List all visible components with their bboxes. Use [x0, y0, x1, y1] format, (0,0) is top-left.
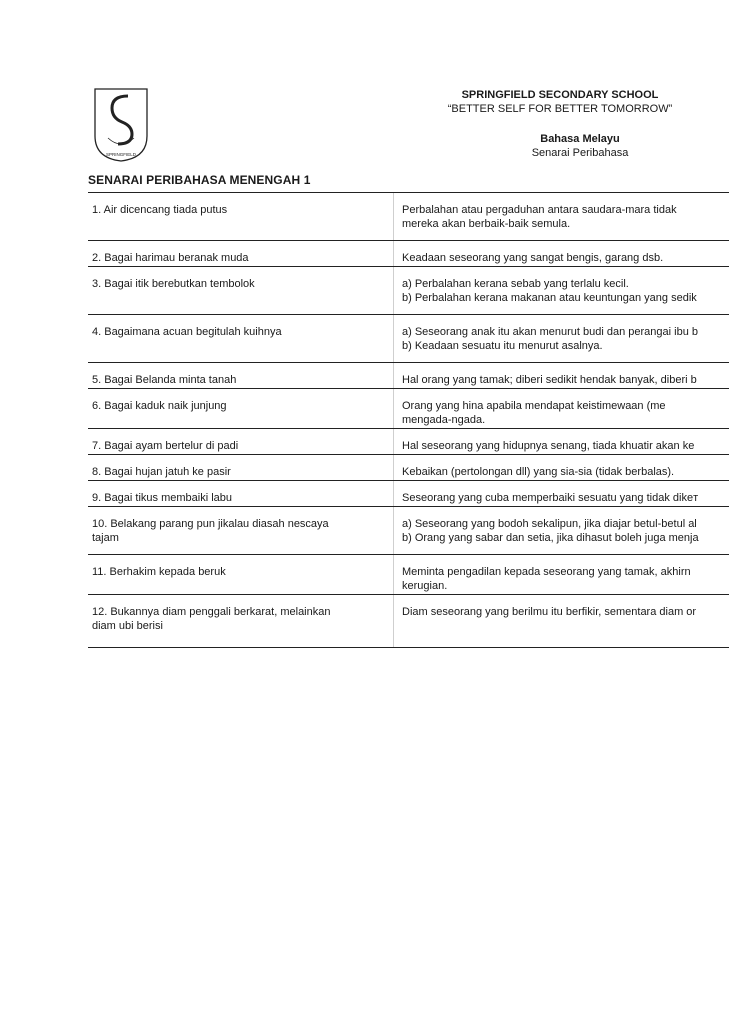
meaning-cell [402, 251, 729, 265]
meaning-line: Meminta pengadilan kepada seseorang yang tamak, akhirn [402, 566, 691, 578]
proverb-line: 2. Bagai harimau beranak muda [92, 252, 249, 264]
meaning-line: b) Perbalahan kerana makanan atau keuntungan yang sedik [402, 292, 697, 304]
proverb-cell [92, 491, 382, 505]
meaning-cell [402, 517, 729, 545]
subject-block [410, 132, 729, 160]
proverb-line: diam ubi berisi [92, 620, 163, 632]
table-row [88, 594, 729, 650]
proverb-cell [92, 203, 382, 217]
meaning-line: a) Seseorang anak itu akan menurut budi dan perangai ibu b [402, 326, 698, 338]
proverb-line: 8. Bagai hujan jatuh ke pasir [92, 466, 231, 478]
table-row [88, 388, 729, 428]
proverb-line: 9. Bagai tikus membaiki labu [92, 492, 233, 504]
proverb-line: 10. Belakang parang pun jikalau diasah nescaya [92, 518, 329, 530]
proverb-cell [92, 439, 382, 453]
meaning-line: a) Seseorang yang bodoh sekalipun, jika diajar betul-betul al [402, 518, 697, 530]
meaning-line: Keadaan seseorang yang sangat bengis, garang dsb. [402, 252, 664, 264]
meaning-line: Orang yang hina apabila mendapat keistimewaan (me [402, 400, 666, 412]
proverb-line: 5. Bagai Belanda minta tanah [92, 374, 237, 386]
proverb-cell [92, 465, 382, 479]
table-row [88, 428, 729, 454]
meaning-line: b) Keadaan sesuatu itu menurut asalnya. [402, 340, 603, 352]
proverb-cell [92, 517, 382, 545]
proverb-line: 3. Bagai itik berebutkan tembolok [92, 278, 255, 290]
proverb-cell [92, 251, 382, 265]
meaning-cell [402, 399, 729, 427]
proverb-line: 11. Berhakim kepada beruk [92, 566, 226, 578]
table-row [88, 192, 729, 240]
section-title: SENARAI PERIBAHASA MENENGAH 1 [88, 173, 311, 187]
proverb-line: 7. Bagai ayam bertelur di padi [92, 440, 239, 452]
meaning-cell [402, 439, 729, 453]
meaning-cell [402, 203, 729, 231]
proverb-cell [92, 565, 382, 579]
meaning-cell [402, 465, 729, 479]
meaning-line: Perbalahan atau pergaduhan antara saudara-mara tidak [402, 204, 677, 216]
meaning-cell [402, 605, 729, 619]
table-row [88, 266, 729, 314]
meaning-line: Seseorang yang cuba memperbaiki sesuatu yang tidak dikeт [402, 492, 699, 504]
meaning-line: Diam seseorang yang berilmu itu berfikir, sementara diam or [402, 606, 697, 618]
meaning-line: mereka akan berbaik-baik semula. [402, 218, 571, 230]
table-row [88, 454, 729, 480]
logo-text: SPRINGFIELD [105, 152, 137, 157]
proverb-cell [92, 373, 382, 387]
proverb-table [88, 192, 729, 650]
meaning-cell [402, 277, 729, 305]
meaning-line: Hal orang yang tamak; diberi sedikit hendak banyak, diberi b [402, 374, 697, 386]
meaning-line: a) Perbalahan kerana sebab yang terlalu kecil. [402, 278, 629, 290]
document-type: Senarai Peribahasa [531, 147, 629, 159]
table-row [88, 506, 729, 554]
proverb-cell [92, 605, 382, 633]
meaning-cell [402, 491, 729, 505]
meaning-cell [402, 373, 729, 387]
school-header [410, 88, 710, 116]
meaning-line: kerugian. [402, 580, 448, 592]
proverb-cell [92, 325, 382, 339]
meaning-line: mengada-ngada. [402, 414, 486, 426]
proverb-line: 1. Air dicencang tiada putus [92, 204, 228, 216]
school-name: SPRINGFIELD SECONDARY SCHOOL [461, 89, 659, 101]
table-bottom-border [88, 647, 729, 648]
subject-title: Bahasa Melayu [540, 133, 620, 145]
table-row [88, 362, 729, 388]
school-logo [94, 88, 148, 162]
table-row [88, 480, 729, 506]
proverb-line: 6. Bagai kaduk naik junjung [92, 400, 227, 412]
meaning-line: b) Orang yang sabar dan setia, jika dihasut boleh juga menja [402, 532, 699, 544]
school-motto: “BETTER SELF FOR BETTER TOMORROW” [447, 103, 673, 115]
meaning-line: Kebaikan (pertolongan dll) yang sia-sia (tidak berbalas). [402, 466, 675, 478]
proverb-cell [92, 277, 382, 291]
proverb-line: 4. Bagaimana acuan begitulah kuihnya [92, 326, 282, 338]
meaning-line: Hal seseorang yang hidupnya senang, tiada khuatir akan ke [402, 440, 695, 452]
proverb-line: 12. Bukannya diam penggali berkarat, melainkan [92, 606, 331, 618]
table-row [88, 554, 729, 594]
table-row [88, 314, 729, 362]
meaning-cell [402, 325, 729, 353]
table-row [88, 240, 729, 266]
proverb-cell [92, 399, 382, 413]
meaning-cell [402, 565, 729, 593]
proverb-line: tajam [92, 532, 119, 544]
